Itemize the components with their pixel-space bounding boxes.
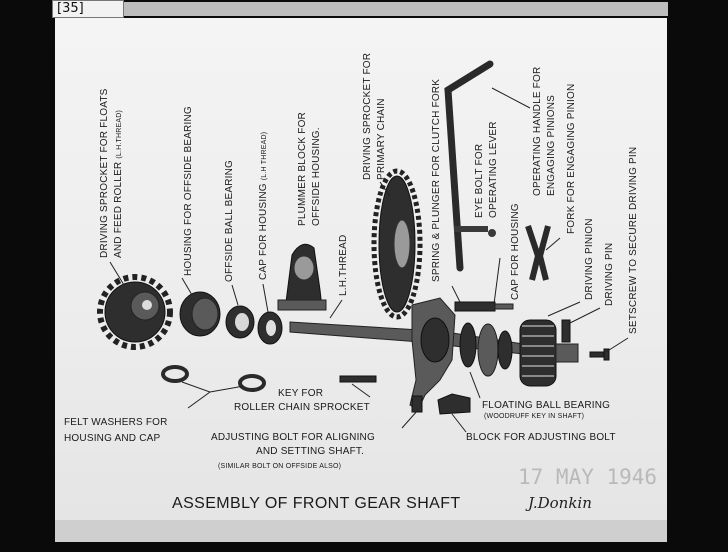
date-stamp: 17 MAY 1946 bbox=[518, 465, 658, 489]
floating-bearing-part bbox=[460, 323, 512, 376]
label-operating-handle-1: OPERATING HANDLE FOR bbox=[532, 66, 543, 196]
label-driving-pin: DRIVING PIN bbox=[604, 242, 615, 306]
label-felt-washers-2: HOUSING AND CAP bbox=[64, 433, 161, 444]
label-adjusting-bolt-2: AND SETTING SHAFT. bbox=[256, 446, 365, 457]
setscrew-part bbox=[590, 349, 609, 360]
felt-washers-part bbox=[163, 367, 264, 390]
plunger-part bbox=[455, 302, 513, 311]
label-adjusting-bolt-1: ADJUSTING BOLT FOR ALIGNING bbox=[211, 432, 375, 443]
label-sprocket-primary-2: PRIMARY CHAIN bbox=[376, 98, 387, 180]
label-sprocket-floats-2: AND FEED ROLLER (L.H.THREAD) bbox=[113, 109, 124, 258]
sprocket-floats-part bbox=[100, 277, 170, 347]
catalogue-label: [35] bbox=[52, 0, 124, 18]
label-eye-bolt-2: OPERATING LEVER bbox=[488, 121, 499, 218]
label-floating-bearing: FLOATING BALL BEARING bbox=[482, 400, 611, 411]
label-block-adjusting: BLOCK FOR ADJUSTING BOLT bbox=[466, 432, 616, 443]
label-driving-pinion: DRIVING PINION bbox=[584, 218, 595, 300]
label-key-2: ROLLER CHAIN SPROCKET bbox=[234, 402, 370, 413]
label-spring-plunger: SPRING & PLUNGER FOR CLUTCH FORK bbox=[431, 78, 442, 282]
label-offside-housing: HOUSING FOR OFFSIDE BEARING bbox=[183, 106, 194, 276]
label-cap-housing-left: CAP FOR HOUSING (L.H THREAD) bbox=[258, 131, 269, 280]
label-similar-bolt: (SIMILAR BOLT ON OFFSIDE ALSO) bbox=[218, 463, 342, 470]
clutch-housing-part bbox=[410, 298, 455, 412]
label-sprocket-primary-1: DRIVING SPROCKET FOR bbox=[362, 52, 373, 180]
label-sprocket-floats-1: DRIVING SPROCKET FOR FLOATS bbox=[99, 88, 110, 258]
cap-housing-left-part bbox=[258, 312, 282, 344]
label-felt-washers-1: FELT WASHERS FOR bbox=[64, 417, 168, 428]
label-plummer-1: PLUMMER BLOCK FOR bbox=[297, 112, 308, 226]
adjusting-block-part bbox=[438, 394, 470, 414]
sprocket-key-part bbox=[340, 376, 376, 382]
offside-ball-bearing-part bbox=[226, 306, 254, 338]
label-setscrew: SETSCREW TO SECURE DRIVING PIN bbox=[628, 146, 639, 334]
offside-housing-part bbox=[180, 292, 220, 336]
label-eye-bolt-1: EYE BOLT FOR bbox=[474, 143, 485, 218]
label-operating-handle-2: ENGAGING PINIONS bbox=[546, 95, 557, 196]
plummer-block-part bbox=[278, 244, 326, 310]
label-cap-housing-right: CAP FOR HOUSING bbox=[510, 203, 521, 300]
label-key-1: KEY FOR bbox=[278, 388, 324, 399]
label-offside-ball-bearing: OFFSIDE BALL BEARING bbox=[224, 160, 235, 282]
label-plummer-2: OFFSIDE HOUSING. bbox=[311, 127, 322, 226]
diagram-title: ASSEMBLY OF FRONT GEAR SHAFT bbox=[172, 495, 461, 512]
signature: J.Donkin bbox=[528, 494, 592, 512]
label-engaging-fork: FORK FOR ENGAGING PINION bbox=[566, 83, 577, 234]
engaging-fork-part bbox=[528, 226, 548, 280]
primary-sprocket-part bbox=[374, 171, 420, 317]
label-lh-thread: L.H.THREAD bbox=[338, 234, 349, 296]
label-woodruff: (WOODRUFF KEY IN SHAFT) bbox=[484, 413, 585, 420]
